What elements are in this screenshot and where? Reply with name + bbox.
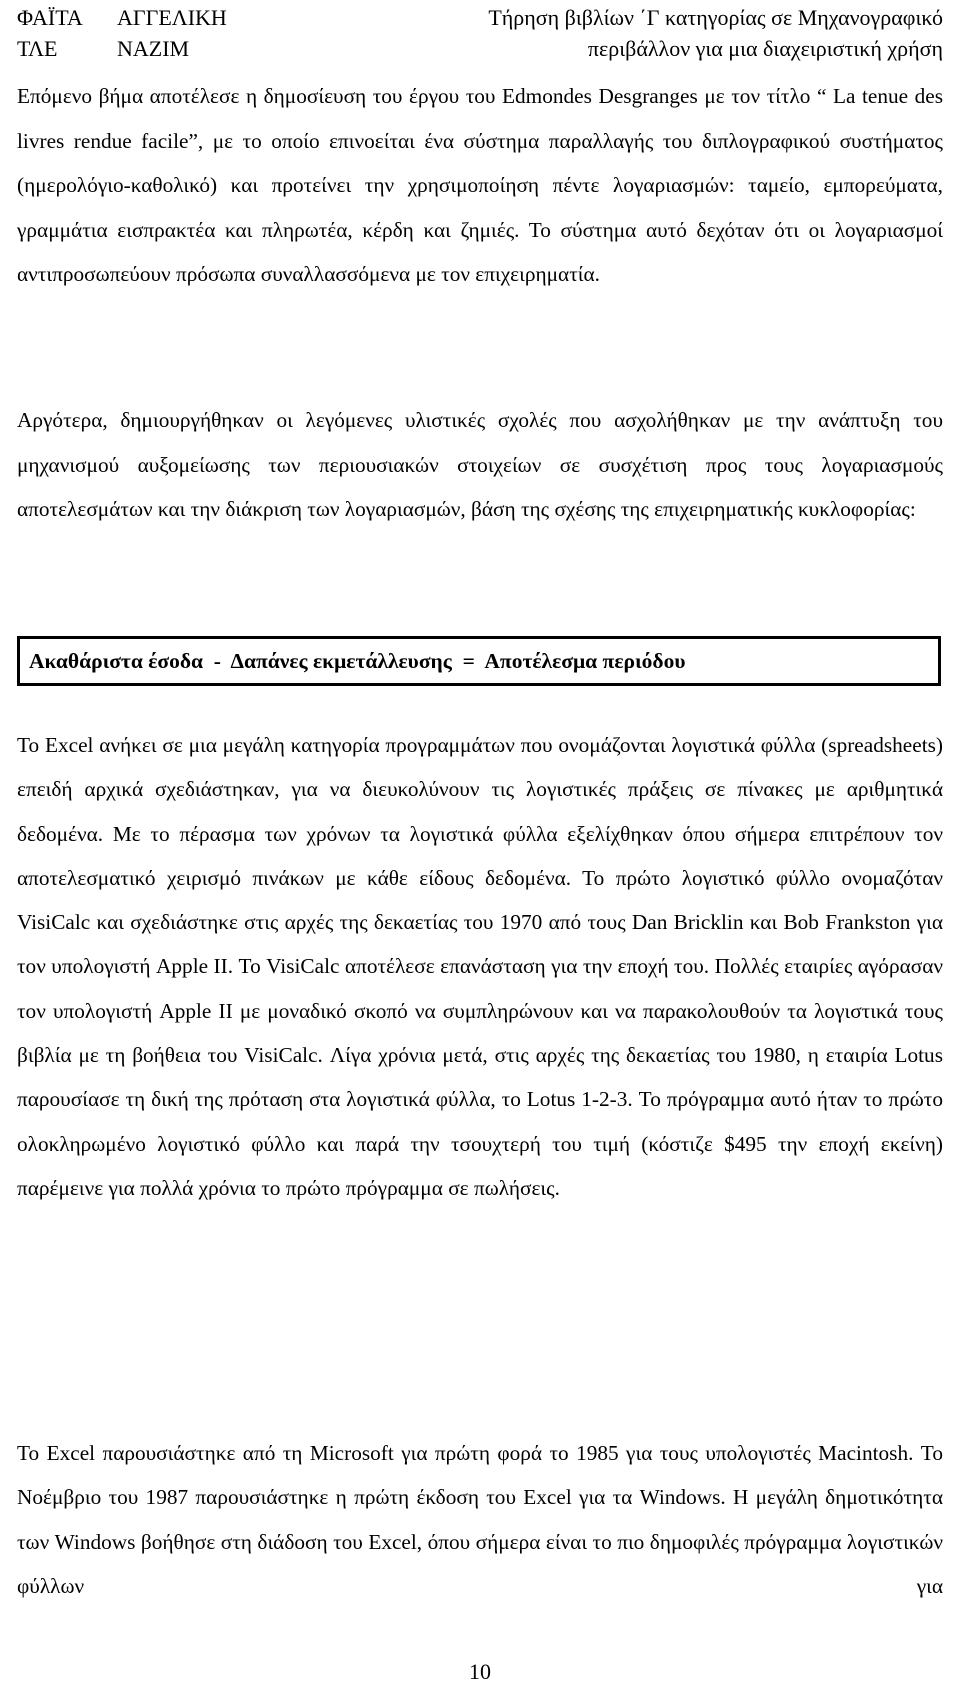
author-2-surname: ΤΛΕ <box>17 36 58 61</box>
page-header <box>17 2 943 64</box>
paragraph-4: Το Excel παρουσιάστηκε από τη Microsoft για πρώτη φορά το 1985 για τους υπολογιστές Macintosh. Το Νοέμβριο του 1987 παρουσιάστηκε η πρώτη έκδοση του Excel για τα Windows. Η μεγάλη δημοτικότητα των Windows βοήθησε στη διάδοση του Excel, όπου σήμερα είναι το πιο δημοφιλές πρόγραμμα λογιστικών φύλλων για <box>17 1441 943 1598</box>
paragraph-1-block <box>17 74 943 297</box>
header-title-line-1: Τήρηση βιβλίων ΄Γ κατηγορίας σε Μηχανογραφικό <box>488 5 943 30</box>
paragraph-2: Αργότερα, δημιουργήθηκαν οι λεγόμενες υλιστικές σχολές που ασχολήθηκαν με την ανάπτυξη του μηχανισμού αυξομείωσης των περιουσιακών στοιχείων σε συσχέτιση προς τους λογαριασμούς αποτελεσμάτων και την διάκριση των λογαριασμών, βάση της σχέσης της επιχειρηματικής κυκλοφορίας: <box>17 408 943 522</box>
header-authors <box>17 2 347 64</box>
paragraph-3-block <box>17 723 943 1210</box>
header-author-line-2 <box>17 33 347 64</box>
paragraph-1: Επόμενο βήμα αποτέλεσε η δημοσίευση του έργου του Edmondes Desgranges με τον τίτλο “ La tenue des livres rendue facile”, με το οποίο επινοείται ένα σύστημα παραλλαγής του διπλογραφικού συστήματος (ημερολόγιο-καθολικό) και προτείνει την χρησιμοποίηση πέντε λογαριασμών: ταμείο, εμπορεύματα, γραμμάτια εισπρακτέα και πληρωτέα, κέρδη και ζημιές. Το σύστημα αυτό δεχόταν ότι οι λογαριασμοί αντιπροσωπεύουν πρόσωπα συναλλασσόμενα με τον επιχειρηματία. <box>17 84 943 287</box>
author-1-surname: ΦΑΪΤΑ <box>17 5 83 30</box>
paragraph-2-block <box>17 398 943 532</box>
page-number: 10 <box>469 1659 491 1684</box>
paragraph-4-block <box>17 1431 943 1608</box>
author-1-name: ΑΓΓΕΛΙΚΗ <box>117 5 227 30</box>
header-title <box>383 2 943 64</box>
header-author-line-1 <box>17 2 347 33</box>
formula-text: Ακαθάριστα έσοδα - Δαπάνες εκμετάλλευσης = Αποτέλεσμα περιόδου <box>29 648 686 673</box>
paragraph-3: Το Excel ανήκει σε μια μεγάλη κατηγορία προγραμμάτων που ονομάζονται λογιστικά φύλλα (spreadsheets) επειδή αρχικά σχεδιάστηκαν, για να διευκολύνουν τις λογιστικές πράξεις σε πίνακες με αριθμητικά δεδομένα. Με το πέρασμα των χρόνων τα λογιστικά φύλλα εξελίχθηκαν όπου σήμερα επιτρέπουν τον αποτελεσματικό χειρισμό πινάκων με κάθε είδους δεδομένα. Το πρώτο λογιστικό φύλλο ονομαζόταν VisiCalc και σχεδιάστηκε στις αρχές της δεκαετίας του 1970 από τους Dan Bricklin και Bob Frankston για τον υπολογιστή Apple II. Το VisiCalc αποτέλεσε επανάσταση για την εποχή του. Πολλές εταιρίες αγόρασαν τον υπολογιστή Apple II με μοναδικό σκοπό να συμπληρώνουν και να παρακολουθούν τα λογιστικά τους βιβλία με τη βοήθεια του VisiCalc. Λίγα χρόνια μετά, στις αρχές της δεκαετίας του 1980, η εταιρία Lotus παρουσίασε τη δική της πρόταση στα λογιστικά φύλλα, το Lotus 1-2-3. Το πρόγραμμα αυτό ήταν το πρώτο ολοκληρωμένο λογιστικό φύλλο και παρά την τσουχτερή του τιμή (κόστιζε $495 την εποχή εκείνη) παρέμεινε για πολλά χρόνια το πρώτο πρόγραμμα σε πωλήσεις. <box>17 733 943 1200</box>
header-title-line-2: περιβάλλον για μια διαχειριστική χρήση <box>587 36 943 61</box>
formula-box <box>17 636 941 686</box>
author-2-name: ΝΑΖΙΜ <box>117 36 190 61</box>
